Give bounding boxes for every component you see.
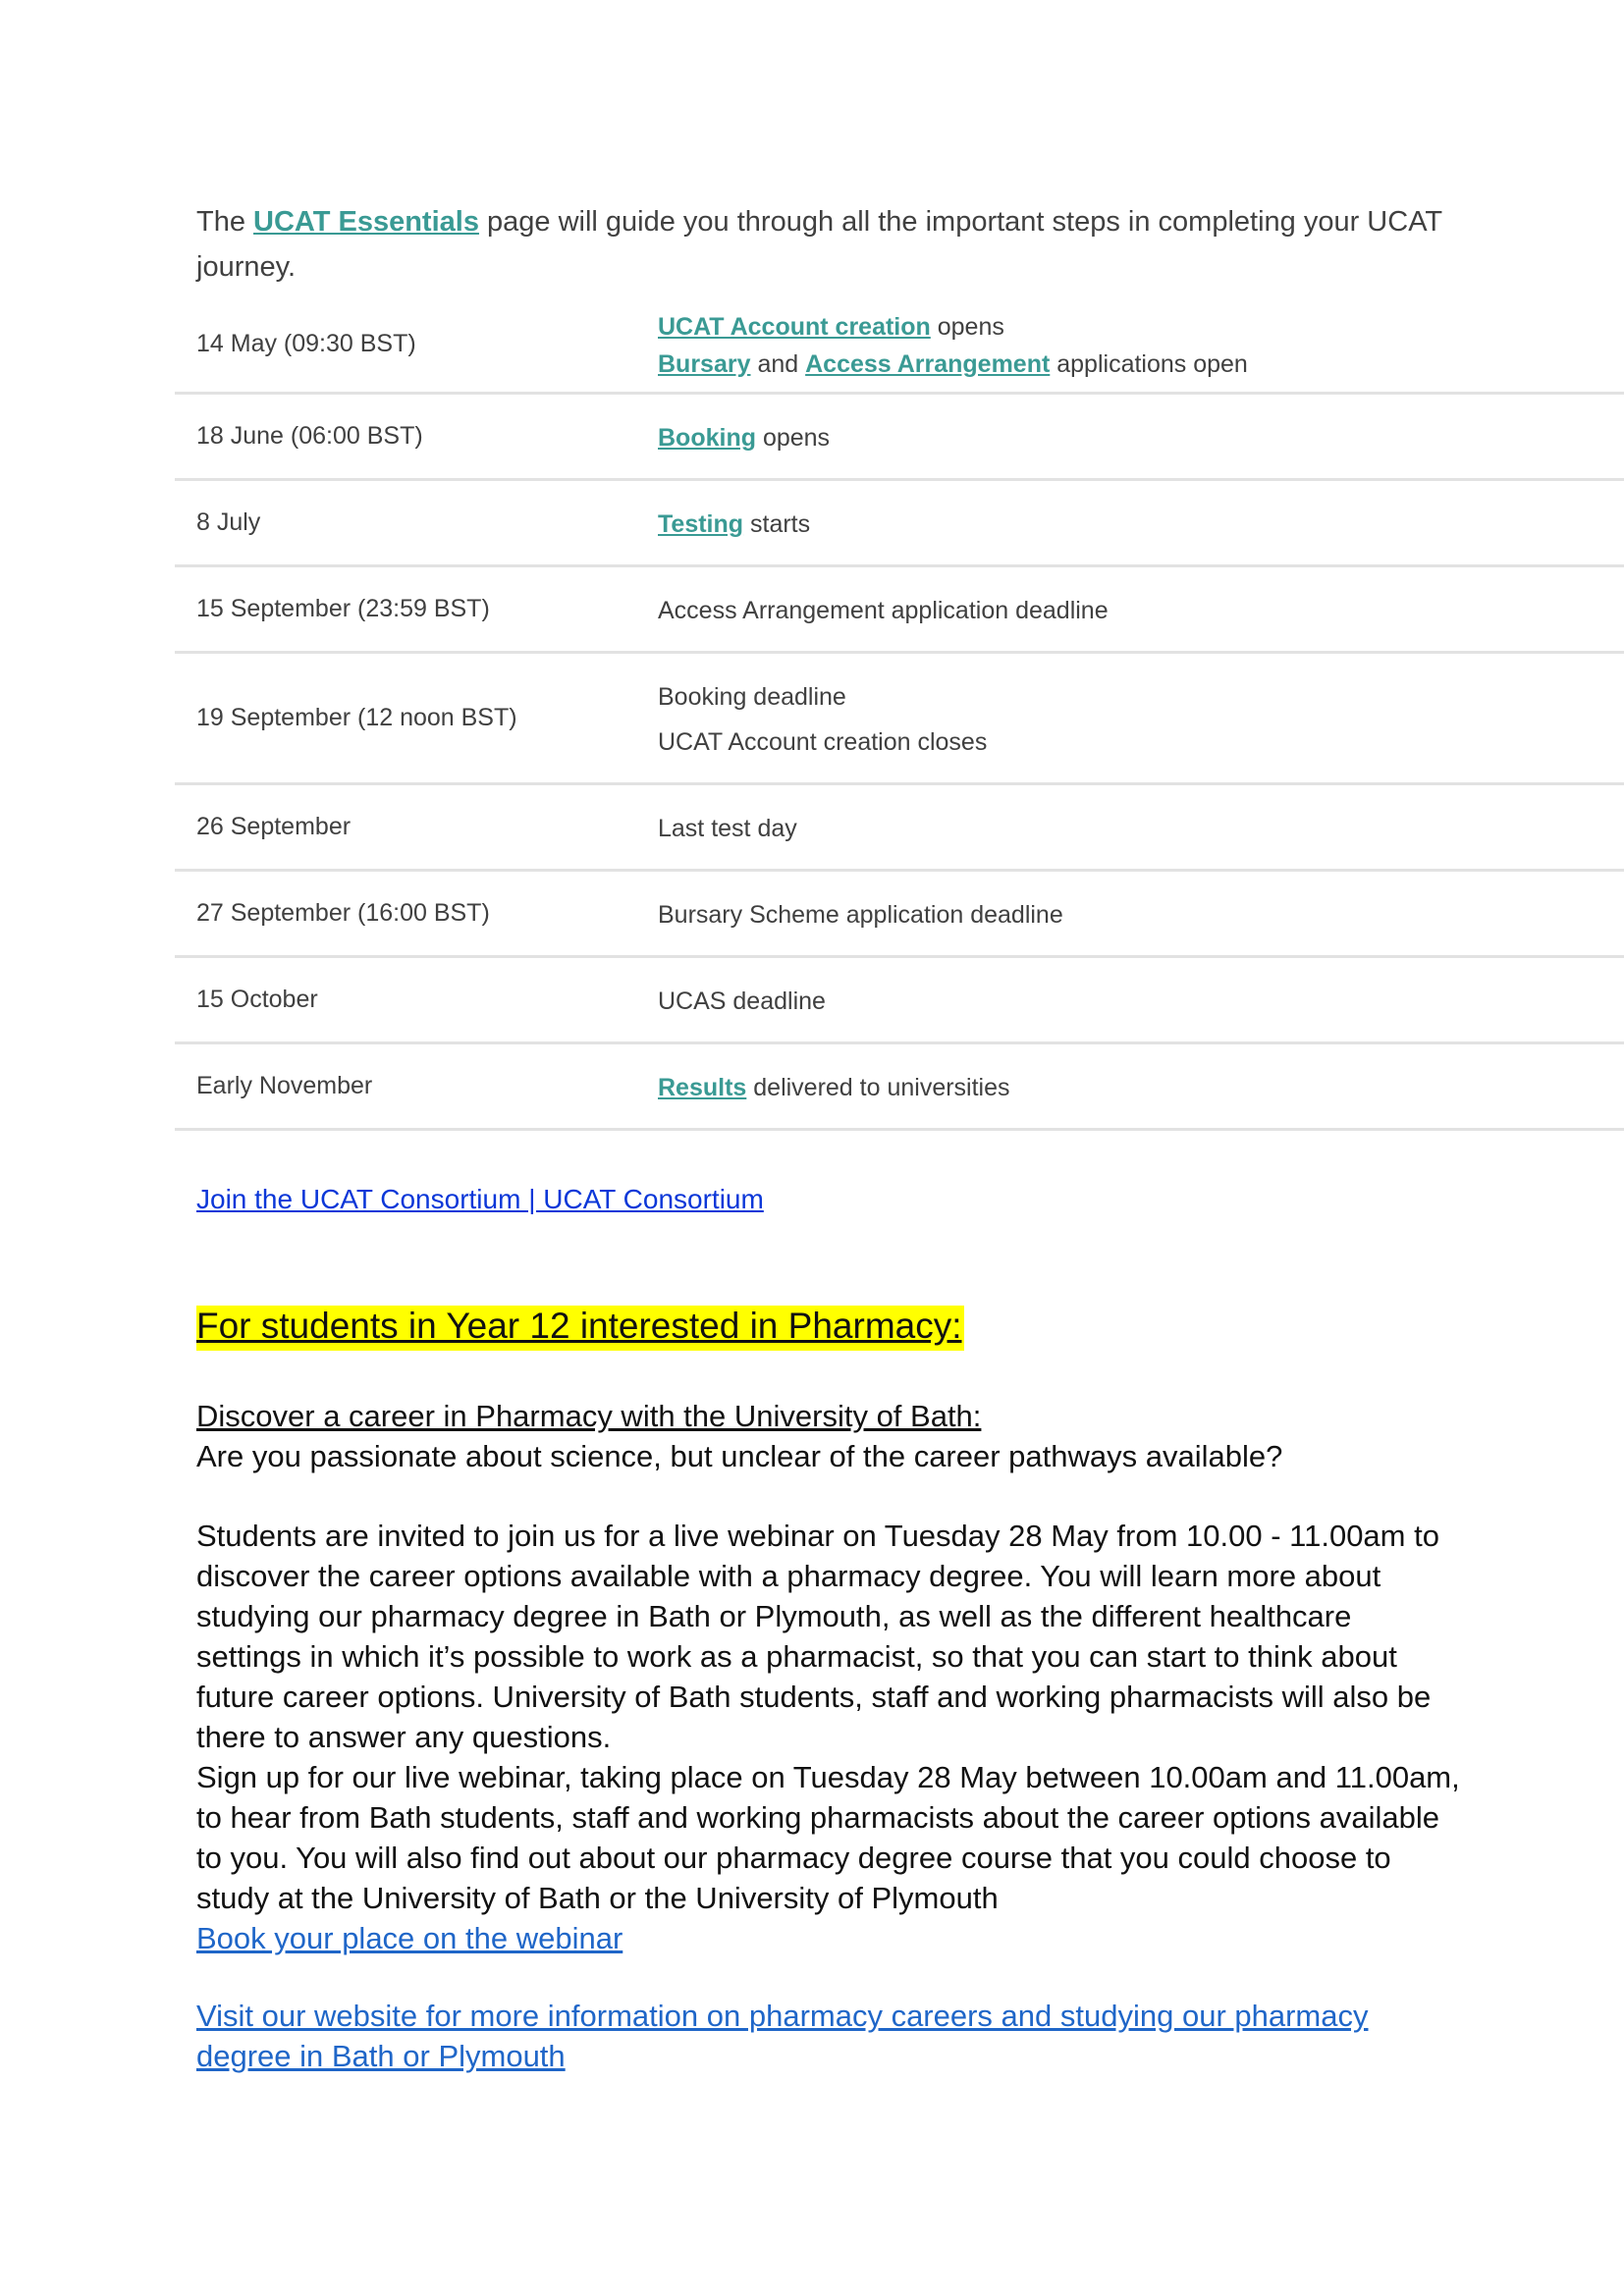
event-line [658,346,1248,383]
date-row [175,395,1624,481]
date-row [175,958,1624,1044]
book-webinar-link[interactable]: Book your place on the webinar [196,1921,623,1955]
event-cell [658,419,830,456]
join-consortium-link[interactable]: Join the UCAT Consortium | UCAT Consortium [196,1184,764,1214]
event-text: applications open [1050,350,1248,378]
webinar-paragraph: Students are invited to join us for a live webinar on Tuesday 28 May from 10.00 - 11.00am to discover the career options available with a pharmacy degree. You will learn more about studying our pharmacy degree in Bath or Plymouth, as well as the different healthcare settings in which it’s possible to work as a pharmacist, so that you can start to think about future career options. University of Bath students, staff and working pharmacists will also be there to answer any questions. [196,1519,1439,1754]
date-cell: 14 May (09:30 BST) [196,330,416,357]
date-row [175,785,1624,872]
visit-website-block [196,1996,1463,2076]
event-text: Booking deadline [658,683,846,711]
event-line [658,678,987,716]
date-row [175,481,1624,567]
event-line [658,810,797,847]
pharmacy-question: Are you passionate about science, but unclear of the career pathways available? [196,1439,1283,1473]
signup-paragraph: Sign up for our live webinar, taking place on Tuesday 28 May between 10.00am and 11.00am, to hear from Bath students, staff and working pharmacists about the career options available to you. You will also find out about our pharmacy degree course that you could choose to study at the University of Bath or the University of Plymouth [196,1760,1460,1915]
ucat-essentials-link[interactable]: UCAT Essentials [253,206,479,238]
event-link[interactable]: Bursary [658,350,751,378]
pharmacy-heading: For students in Year 12 interested in Pharmacy: [196,1306,964,1351]
date-cell: 27 September (16:00 BST) [196,899,490,927]
date-row [175,654,1624,785]
event-text: delivered to universities [746,1074,1010,1101]
event-line [658,506,810,543]
event-text: UCAT Account creation closes [658,728,988,756]
event-cell [658,983,826,1020]
pharmacy-details [196,1516,1463,1958]
date-cell: 8 July [196,508,261,536]
event-text: UCAS deadline [658,988,826,1015]
event-link[interactable]: UCAT Account creation [658,313,931,341]
date-cell: 15 October [196,986,318,1013]
event-line [658,723,987,761]
event-cell [658,592,1109,629]
event-text: starts [743,510,811,538]
event-cell [658,810,797,847]
event-cell [658,896,1063,934]
event-link[interactable]: Results [658,1074,747,1101]
event-cell [658,1069,1010,1106]
event-text: Last test day [658,815,797,842]
intro-text-before: The [196,206,254,238]
event-cell [658,308,1248,383]
event-line [658,896,1063,934]
visit-website-link[interactable]: Visit our website for more information on pharmacy careers and studying our pharmacy degree in Bath or Plymouth [196,1999,1369,2073]
date-cell: Early November [196,1072,373,1099]
pharmacy-intro [196,1396,1463,1476]
date-cell: 15 September (23:59 BST) [196,595,490,622]
date-row [175,872,1624,958]
date-row [175,567,1624,654]
event-text: and [750,350,806,378]
event-line [658,308,1248,346]
event-text: Access Arrangement application deadline [658,597,1109,624]
event-link[interactable]: Access Arrangement [805,350,1051,378]
event-line [658,983,826,1020]
event-line [658,592,1109,629]
event-line [658,1069,1010,1106]
date-row [175,1044,1624,1131]
event-link[interactable]: Testing [658,510,744,538]
key-dates-table [175,296,1624,1131]
pharmacy-subheading: Discover a career in Pharmacy with the University of Bath: [196,1399,982,1433]
event-cell [658,678,987,761]
intro-paragraph [196,199,1473,290]
event-text: opens [756,424,831,452]
event-text: Bursary Scheme application deadline [658,901,1063,929]
event-cell [658,506,810,543]
date-row [175,296,1624,395]
date-cell: 19 September (12 noon BST) [196,704,517,731]
date-cell: 18 June (06:00 BST) [196,422,423,450]
event-line [658,419,830,456]
date-cell: 26 September [196,813,352,840]
event-link[interactable]: Booking [658,424,756,452]
event-text: opens [930,313,1004,341]
intro-text-after: page will guide you through all the important steps in completing your UCAT journey. [196,206,1442,283]
